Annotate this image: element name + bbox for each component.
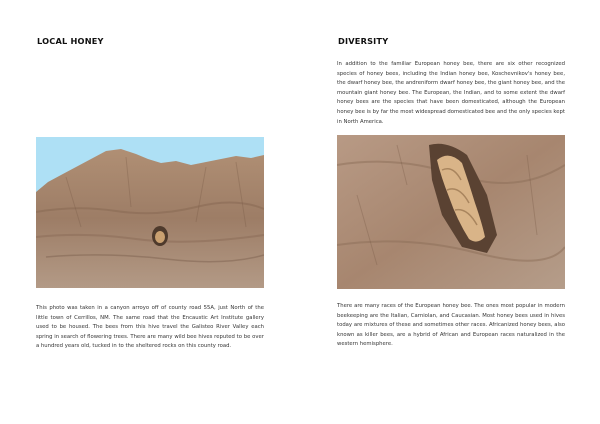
right-intro-text: In addition to the familiar European honey bee, there are six other recognized species of honey bees, including the Indian honey bee, Koschevnikov's honey bee, the dwarf honey bee, the andreniform dwarf honey bee, the giant honey bee, and the mountain giant honey bee. The European, the Indian, and to some extent the dwarf honey bees are the species that have been domesticated, although the European honey bee is by far the most widespread domesticated bee and the only species kept in North America. (337, 61, 565, 125)
right-body-text: There are many races of the European honey bee. The ones most popular in modern beekeeping are the Italian, Carniolan, and Caucasian. Most honey bees used in hives today are mixtures of these and sometimes other races. Africanized honey bees, also known as killer bees, are a hybrid of African and European races naturalized in the western hemisphere. (337, 303, 565, 348)
right-heading: DIVERSITY (338, 36, 389, 46)
canyon-hive-photo (36, 137, 264, 288)
left-body-text: This photo was taken in a canyon arroyo off of county road 55A, just North of the little town of Cerrillos, NM. The same road that the Encaustic Art Institute gallery used to be housed. The bees from this hive travel the Galisteo River Valley each spring in search of flowering trees. There are many wild bee hives reputed to be over a hundred years old, tucked in to the sheltered rocks on this county road. (36, 305, 264, 350)
honeycomb-photo (337, 135, 565, 289)
right-page (300, 0, 600, 424)
left-heading: LOCAL HONEY (37, 36, 104, 46)
